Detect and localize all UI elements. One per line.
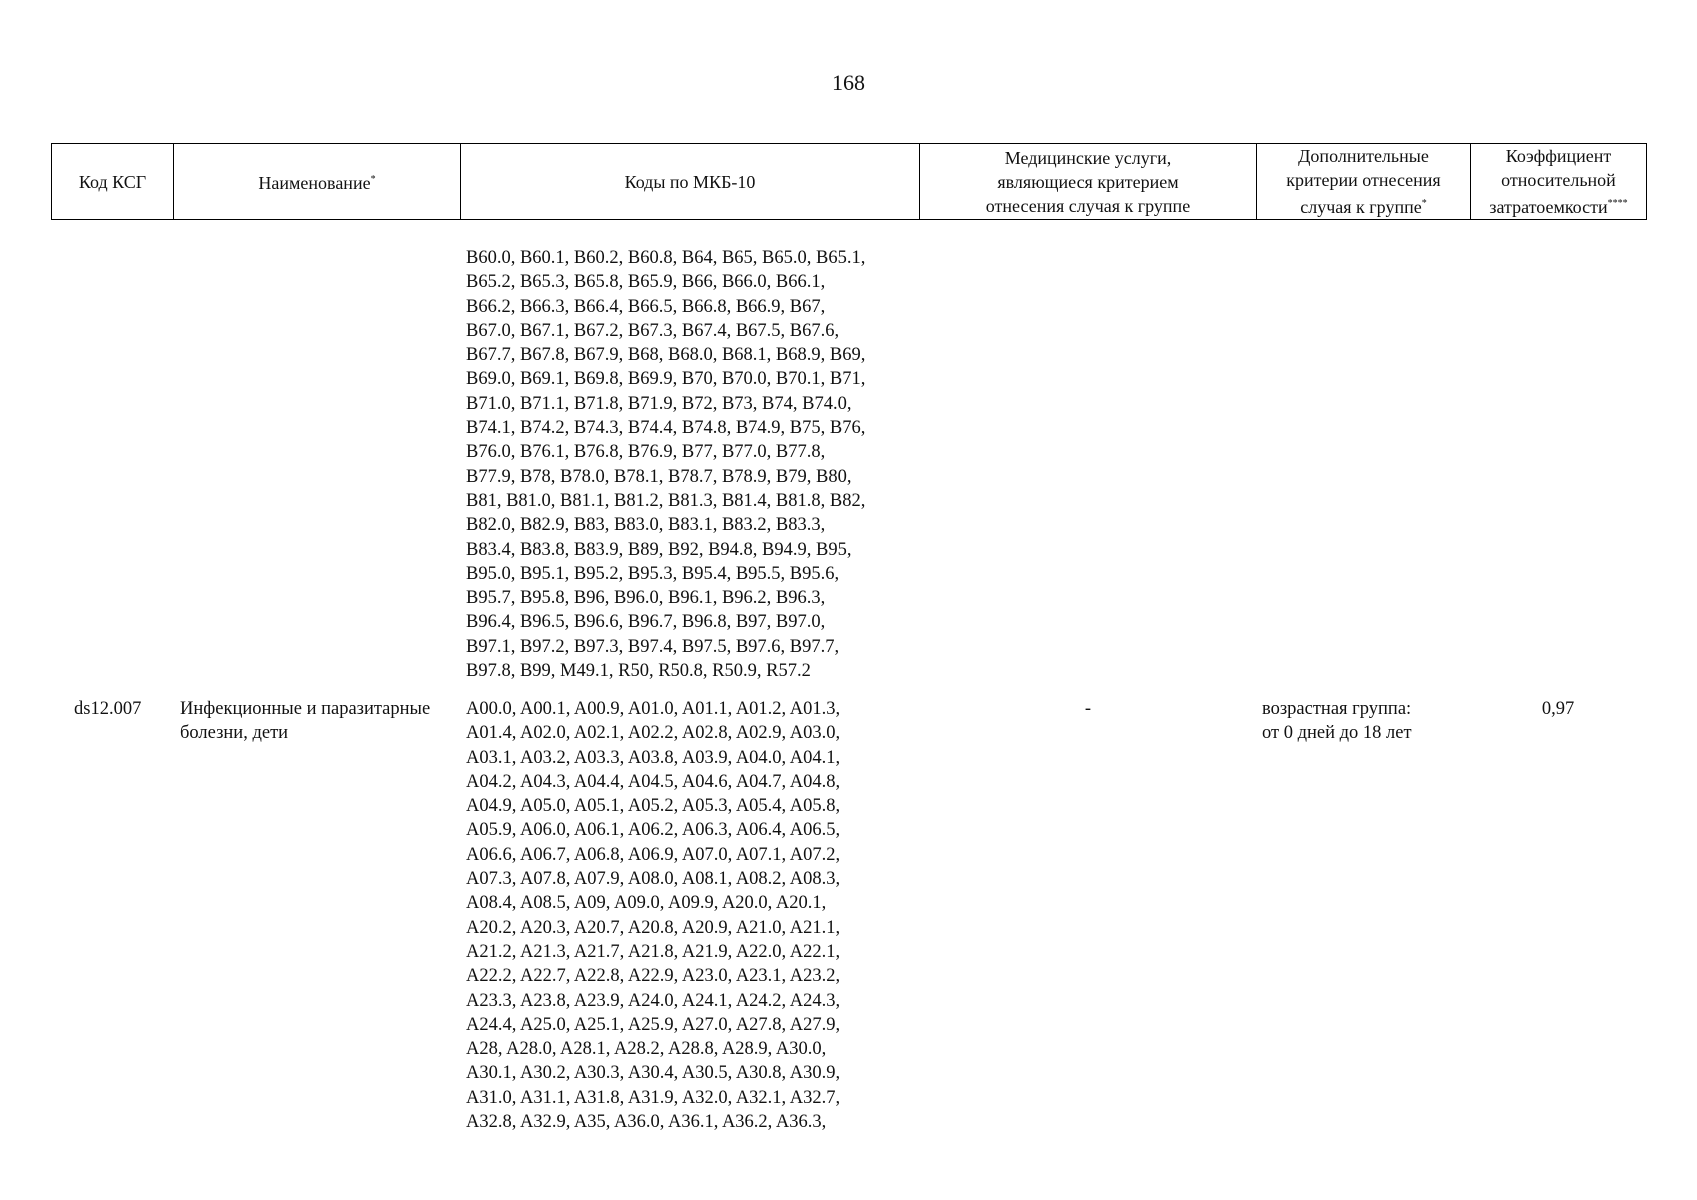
row-coefficient: 0,97	[1541, 699, 1575, 719]
header-code: Код КСГ	[52, 144, 174, 220]
row-criteria: возрастная группа: от 0 дней до 18 лет	[1262, 699, 1412, 744]
header-icd-codes: Коды по МКБ-10	[461, 144, 920, 220]
header-criteria: Дополнительные критерии отнесения случая к группе*	[1257, 144, 1471, 220]
row-icd-codes: A00.0, A00.1, A00.9, A01.0, A01.1, A01.2, A01.3, A01.4, A02.0, A02.1, A02.2, A02.8, A02.9, A03.0, A03.1, A03.2, A03.3, A03.8, A03.9, A04.0, A04.1, A04.2, A04.3, A04.4, A04.5, A04.6, A04.7, A04.8, A04.9, A05.0, A05.1, A05.2, A05.3, A05.4, A05.8, A05.9, A06.0, A06.1, A06.2, A06.3, A06.4, A06.5, A06.6, A06.7, A06.8, A06.9, A07.0, A07.1, A07.2, A07.3, A07.8, A07.9, A08.0, A08.1, A08.2, A08.3, A08.4, A08.5, A09, A09.0, A09.9, A20.0, A20.1, A20.2, A20.3, A20.7, A20.8, A20.9, A21.0, A21.1, A21.2, A21.3, A21.7, A21.8, A21.9, A22.0, A22.1, A22.2, A22.7, A22.8, A22.9, A23.0, A23.1, A23.2, A23.3, A23.8, A23.9, A24.0, A24.1, A24.2, A24.3, A24.4, A25.0, A25.1, A25.9, A27.0, A27.8, A27.9, A28, A28.0, A28.1, A28.2, A28.8, A28.9, A30.0, A30.1, A30.2, A30.3, A30.4, A30.5, A30.8, A30.9, A31.0, A31.1, A31.8, A31.9, A32.0, A32.1, A32.7, A32.8, A32.9, A35, A36.0, A36.1, A36.2, A36.3,	[466, 699, 841, 1133]
row-services: -	[1084, 699, 1092, 719]
header-name: Наименование*	[174, 144, 461, 220]
page-number: 168	[832, 70, 865, 95]
table-header	[51, 143, 1647, 220]
row-code: ds12.007	[74, 699, 142, 719]
continuation-codes: B60.0, B60.1, B60.2, B60.8, B64, B65, B65.0, B65.1, B65.2, B65.3, B65.8, B65.9, B66, B66.0, B66.1, B66.2, B66.3, B66.4, B66.5, B66.8, B66.9, B67, B67.0, B67.1, B67.2, B67.3, B67.4, B67.5, B67.6, B67.7, B67.8, B67.9, B68, B68.0, B68.1, B68.9, B69, B69.0, B69.1, B69.8, B69.9, B70, B70.0, B70.1, B71, B71.0, B71.1, B71.8, B71.9, B72, B73, B74, B74.0, B74.1, B74.2, B74.3, B74.4, B74.8, B74.9, B75, B76, B76.0, B76.1, B76.8, B76.9, B77, B77.0, B77.8, B77.9, B78, B78.0, B78.1, B78.7, B78.9, B79, B80, B81, B81.0, B81.1, B81.2, B81.3, B81.4, B81.8, B82, B82.0, B82.9, B83, B83.0, B83.1, B83.2, B83.3, B83.4, B83.8, B83.9, B89, B92, B94.8, B94.9, B95, B95.0, B95.1, B95.2, B95.3, B95.4, B95.5, B95.6, B95.7, B95.8, B96, B96.0, B96.1, B96.2, B96.3, B96.4, B96.5, B96.6, B96.7, B96.8, B97, B97.0, B97.1, B97.2, B97.3, B97.4, B97.5, B97.6, B97.7, B97.8, B99, M49.1, R50, R50.8, R50.9, R57.2	[466, 248, 866, 682]
header-coefficient: Коэффициент относительной затратоемкости****	[1471, 144, 1647, 220]
header-services: Медицинские услуги, являющиеся критерием отнесения случая к группе	[920, 144, 1257, 220]
row-name: Инфекционные и паразитарные болезни, дети	[180, 699, 431, 744]
